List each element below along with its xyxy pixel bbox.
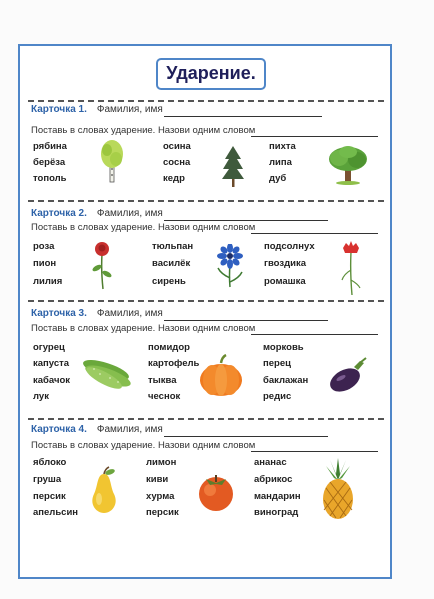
- birch-tree-icon: [98, 139, 126, 183]
- name-field-line[interactable]: [164, 220, 328, 221]
- word: ананас: [254, 457, 287, 468]
- word: киви: [146, 474, 169, 485]
- word: абрикос: [254, 474, 293, 485]
- word: тополь: [33, 173, 67, 184]
- pear-icon: [88, 466, 120, 514]
- cut-line: [28, 200, 384, 202]
- pumpkin-icon: [198, 354, 244, 398]
- word: кедр: [163, 173, 185, 184]
- pineapple-icon: [320, 458, 356, 520]
- cut-line: [28, 418, 384, 420]
- word: груша: [33, 474, 62, 485]
- word: помидор: [148, 342, 190, 353]
- word: морковь: [263, 342, 304, 353]
- answer-field-line[interactable]: [251, 334, 378, 335]
- oak-tree-icon: [327, 145, 369, 185]
- word: чеснок: [148, 391, 181, 402]
- cut-line: [28, 300, 384, 302]
- card-4-header: [31, 424, 163, 436]
- word: тыква: [148, 375, 177, 386]
- word: роза: [33, 241, 55, 252]
- word: лук: [33, 391, 49, 402]
- word: василёк: [152, 258, 191, 269]
- card-label: Карточка 3.: [31, 308, 87, 319]
- answer-field-line[interactable]: [251, 233, 378, 234]
- card-2-header: [31, 208, 163, 220]
- rose-icon: [90, 240, 114, 290]
- word: яблоко: [33, 457, 67, 468]
- word: перец: [263, 358, 291, 369]
- word: мандарин: [254, 491, 301, 502]
- name-field-line[interactable]: [164, 116, 322, 117]
- persimmon-icon: [196, 470, 236, 512]
- name-field-line[interactable]: [164, 320, 328, 321]
- fio-label: Фамилия, имя: [96, 424, 163, 435]
- instruction-text: Поставь в словах ударение. Назови одним словом: [31, 222, 256, 233]
- word: хурма: [146, 491, 175, 502]
- instruction-text: Поставь в словах ударение. Назови одним словом: [31, 440, 256, 451]
- word: подсолнух: [264, 241, 315, 252]
- name-field-line[interactable]: [164, 436, 328, 437]
- word: персик: [146, 507, 179, 518]
- word: ромашка: [264, 276, 306, 287]
- page-title: Ударение.: [156, 58, 266, 90]
- word: пион: [33, 258, 57, 269]
- word: огурец: [33, 342, 65, 353]
- cut-line: [28, 100, 384, 102]
- word: дуб: [269, 173, 287, 184]
- fio-label: Фамилия, имя: [96, 208, 163, 219]
- word: баклажан: [263, 375, 309, 386]
- word: кабачок: [33, 375, 71, 386]
- word: тюльпан: [152, 241, 194, 252]
- word: редис: [263, 391, 292, 402]
- card-3-header: [31, 308, 163, 320]
- fio-label: Фамилия, имя: [96, 104, 163, 115]
- instruction-text: Поставь в словах ударение. Назови одним словом: [31, 323, 256, 334]
- cornflower-icon: [215, 244, 245, 288]
- answer-field-line[interactable]: [251, 451, 378, 452]
- fir-tree-icon: [222, 145, 244, 187]
- word: апельсин: [33, 507, 79, 518]
- word: рябина: [33, 141, 67, 152]
- word: картофель: [148, 358, 200, 369]
- card-1-header: [31, 104, 163, 116]
- word: пихта: [269, 141, 296, 152]
- word: гвоздика: [264, 258, 306, 269]
- word: осина: [163, 141, 191, 152]
- carnation-icon: [340, 240, 362, 296]
- instruction-text: Поставь в словах ударение. Назови одним словом: [31, 125, 256, 136]
- word: лимон: [146, 457, 177, 468]
- word: липа: [269, 157, 292, 168]
- answer-field-line[interactable]: [251, 136, 378, 137]
- eggplant-icon: [328, 357, 368, 395]
- word: сирень: [152, 276, 186, 287]
- word: лилия: [33, 276, 63, 287]
- word: сосна: [163, 157, 191, 168]
- card-label: Карточка 1.: [31, 104, 87, 115]
- word: персик: [33, 491, 66, 502]
- card-label: Карточка 2.: [31, 208, 87, 219]
- card-label: Карточка 4.: [31, 424, 87, 435]
- word: берёза: [33, 157, 66, 168]
- word: виноград: [254, 507, 299, 518]
- word: капуста: [33, 358, 70, 369]
- fio-label: Фамилия, имя: [96, 308, 163, 319]
- cucumber-icon: [80, 354, 134, 390]
